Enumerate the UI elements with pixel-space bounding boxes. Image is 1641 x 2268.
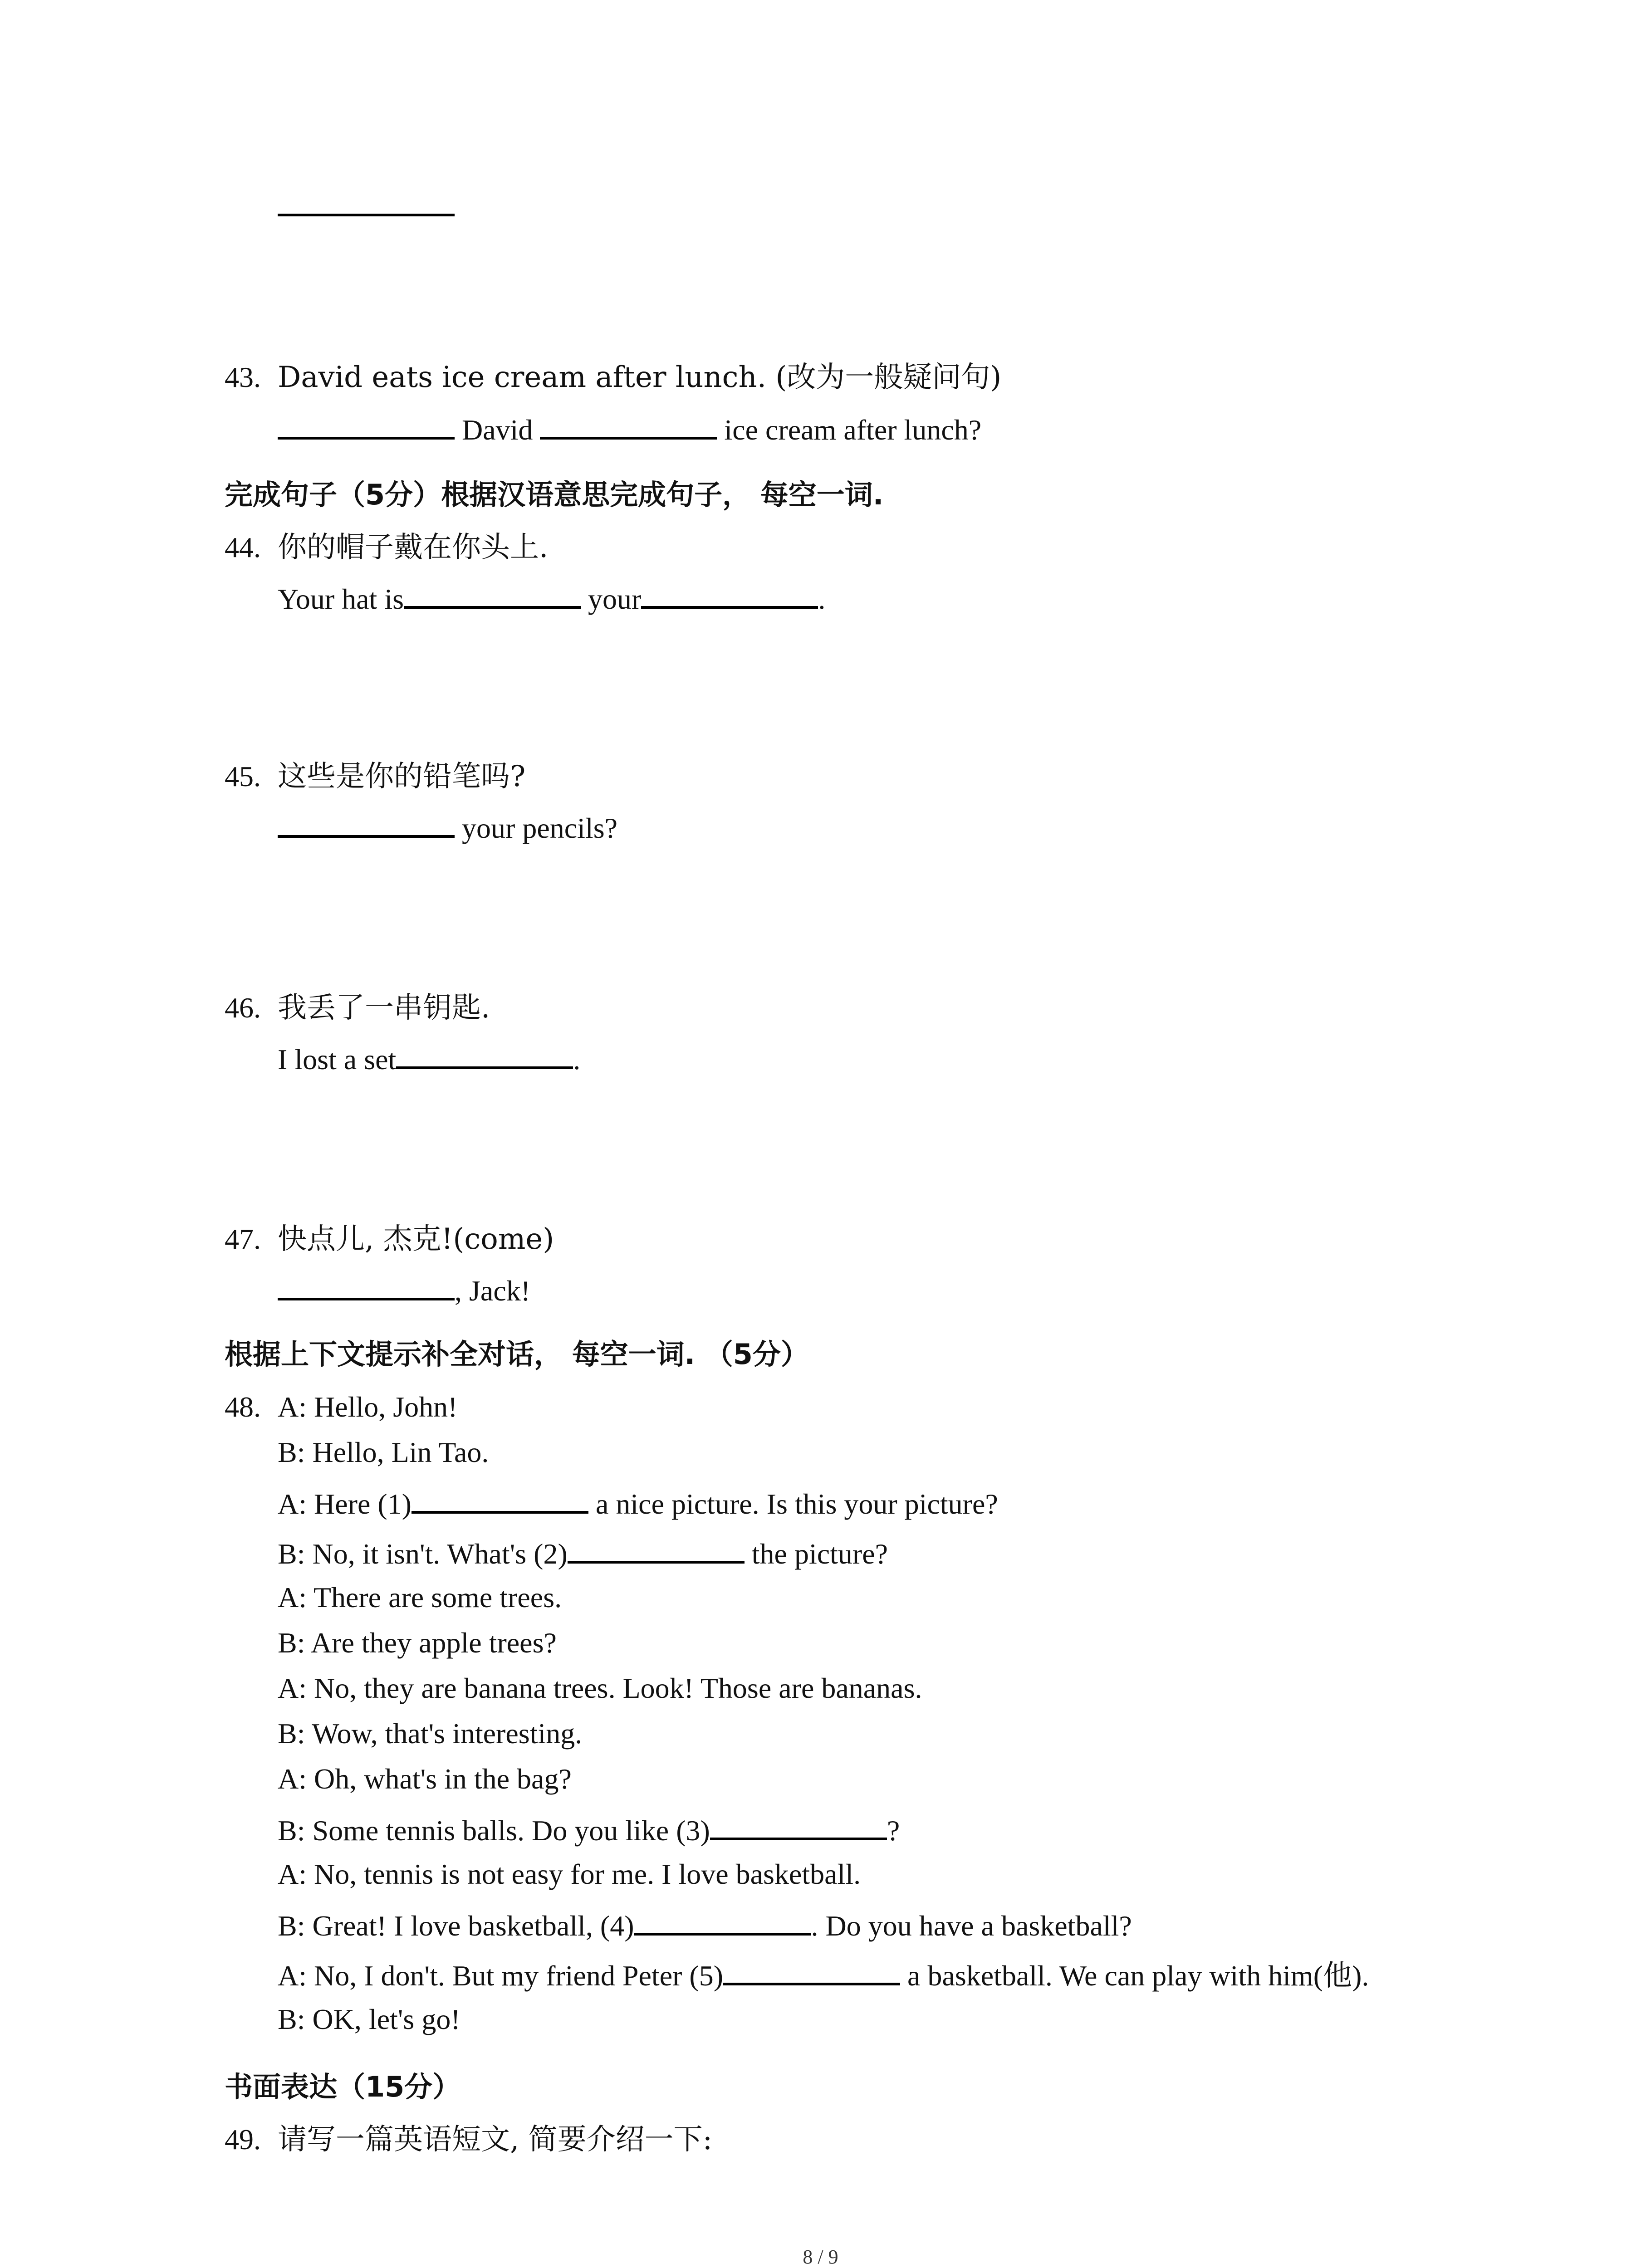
dialog-line: A: There are some trees. — [278, 1581, 562, 1613]
question-number: 43. — [225, 361, 261, 393]
question-46-answer-line — [278, 1043, 580, 1074]
dialog-text: a basketball. We can play with him(他). — [907, 1960, 1369, 1992]
answer-text: ice cream after lunch? — [724, 414, 982, 446]
answer-blank[interactable] — [710, 1814, 887, 1840]
dialog-line: A: No, they are banana trees. Look! Those are bananas. — [278, 1672, 922, 1704]
dialog-line: A: Oh, what's in the bag? — [278, 1763, 572, 1795]
dialog-line — [278, 1960, 1369, 1990]
dialog-text: the picture? — [751, 1538, 888, 1570]
question-chinese: 你的帽子戴在你头上. — [278, 531, 549, 564]
question-43-answer-line — [278, 414, 981, 445]
answer-blank[interactable] — [396, 1043, 573, 1069]
dialog-line — [278, 1910, 1132, 1941]
answer-text: I lost a set — [278, 1043, 397, 1076]
answer-blank[interactable] — [411, 1488, 588, 1514]
question-number: 49. — [225, 2123, 261, 2156]
section-heading: 根据上下文提示补全对话， 每空一词. （5分） — [225, 1338, 809, 1371]
dialog-text: B: Some tennis balls. Do you like (3) — [278, 1814, 710, 1847]
dialog-line: A: No, tennis is not easy for me. I love basketball. — [278, 1858, 861, 1890]
dialog-line: A: Hello, John! — [278, 1391, 458, 1423]
question-number: 47. — [225, 1223, 261, 1255]
answer-blank[interactable] — [568, 1538, 745, 1564]
question-number: 46. — [225, 992, 261, 1024]
section-heading: 书面表达（15分） — [225, 2070, 461, 2103]
dialog-text: a nice picture. Is this your picture? — [595, 1488, 998, 1520]
question-44-answer-line — [278, 583, 825, 614]
answer-blank[interactable] — [278, 1275, 455, 1300]
answer-blank[interactable] — [278, 812, 455, 838]
dialog-line — [278, 1488, 998, 1519]
dialog-text: ? — [887, 1814, 900, 1847]
question-chinese: 这些是你的铅笔吗? — [278, 760, 526, 793]
answer-text: David — [462, 414, 533, 446]
answer-blank[interactable] — [404, 583, 581, 609]
section-heading: 完成句子（5分）根据汉语意思完成句子， 每空一词. — [225, 478, 884, 511]
answer-blank[interactable] — [634, 1910, 811, 1936]
answer-text: . — [573, 1043, 581, 1076]
answer-text: Your hat is — [278, 583, 404, 616]
question-number: 45. — [225, 760, 261, 792]
dialog-text: A: No, I don't. But my friend Peter (5) — [278, 1960, 724, 1992]
dialog-line — [278, 1814, 900, 1845]
dialog-text: . Do you have a basketball? — [811, 1910, 1132, 1942]
dialog-line: B: Wow, that's interesting. — [278, 1717, 583, 1750]
dialog-line: B: Are they apple trees? — [278, 1627, 557, 1659]
dialog-text: A: Here (1) — [278, 1488, 411, 1520]
question-prompt: 请写一篇英语短文, 简要介绍一下: — [278, 2123, 713, 2156]
dialog-line: B: Hello, Lin Tao. — [278, 1436, 489, 1468]
question-chinese: 快点儿, 杰克!(come) — [278, 1222, 554, 1256]
answer-text: your — [588, 583, 642, 616]
dialog-text: B: No, it isn't. What's (2) — [278, 1538, 568, 1570]
answer-text: . — [818, 583, 826, 616]
question-45-answer-line — [278, 812, 617, 843]
answer-blank[interactable] — [723, 1960, 900, 1985]
answer-blank[interactable] — [278, 191, 455, 221]
question-number: 44. — [225, 531, 261, 563]
dialog-text: B: Great! I love basketball, (4) — [278, 1910, 634, 1942]
question-43-prompt — [278, 363, 1001, 392]
dialog-line — [278, 1538, 888, 1569]
question-chinese: 我丢了一串钥匙. — [278, 991, 490, 1025]
answer-text: your pencils? — [462, 812, 617, 845]
answer-blank[interactable] — [540, 414, 717, 440]
question-47-answer-line — [278, 1275, 530, 1305]
question-number: 48. — [225, 1391, 261, 1423]
answer-blank[interactable] — [641, 583, 818, 609]
dialog-line: B: OK, let's go! — [278, 2003, 460, 2035]
answer-text: , Jack! — [455, 1275, 531, 1307]
answer-blank[interactable] — [278, 414, 455, 440]
page-number: 8 / 9 — [803, 2246, 838, 2268]
question-text: David eats ice cream after lunch. (改为一般疑问句) — [278, 361, 1002, 394]
